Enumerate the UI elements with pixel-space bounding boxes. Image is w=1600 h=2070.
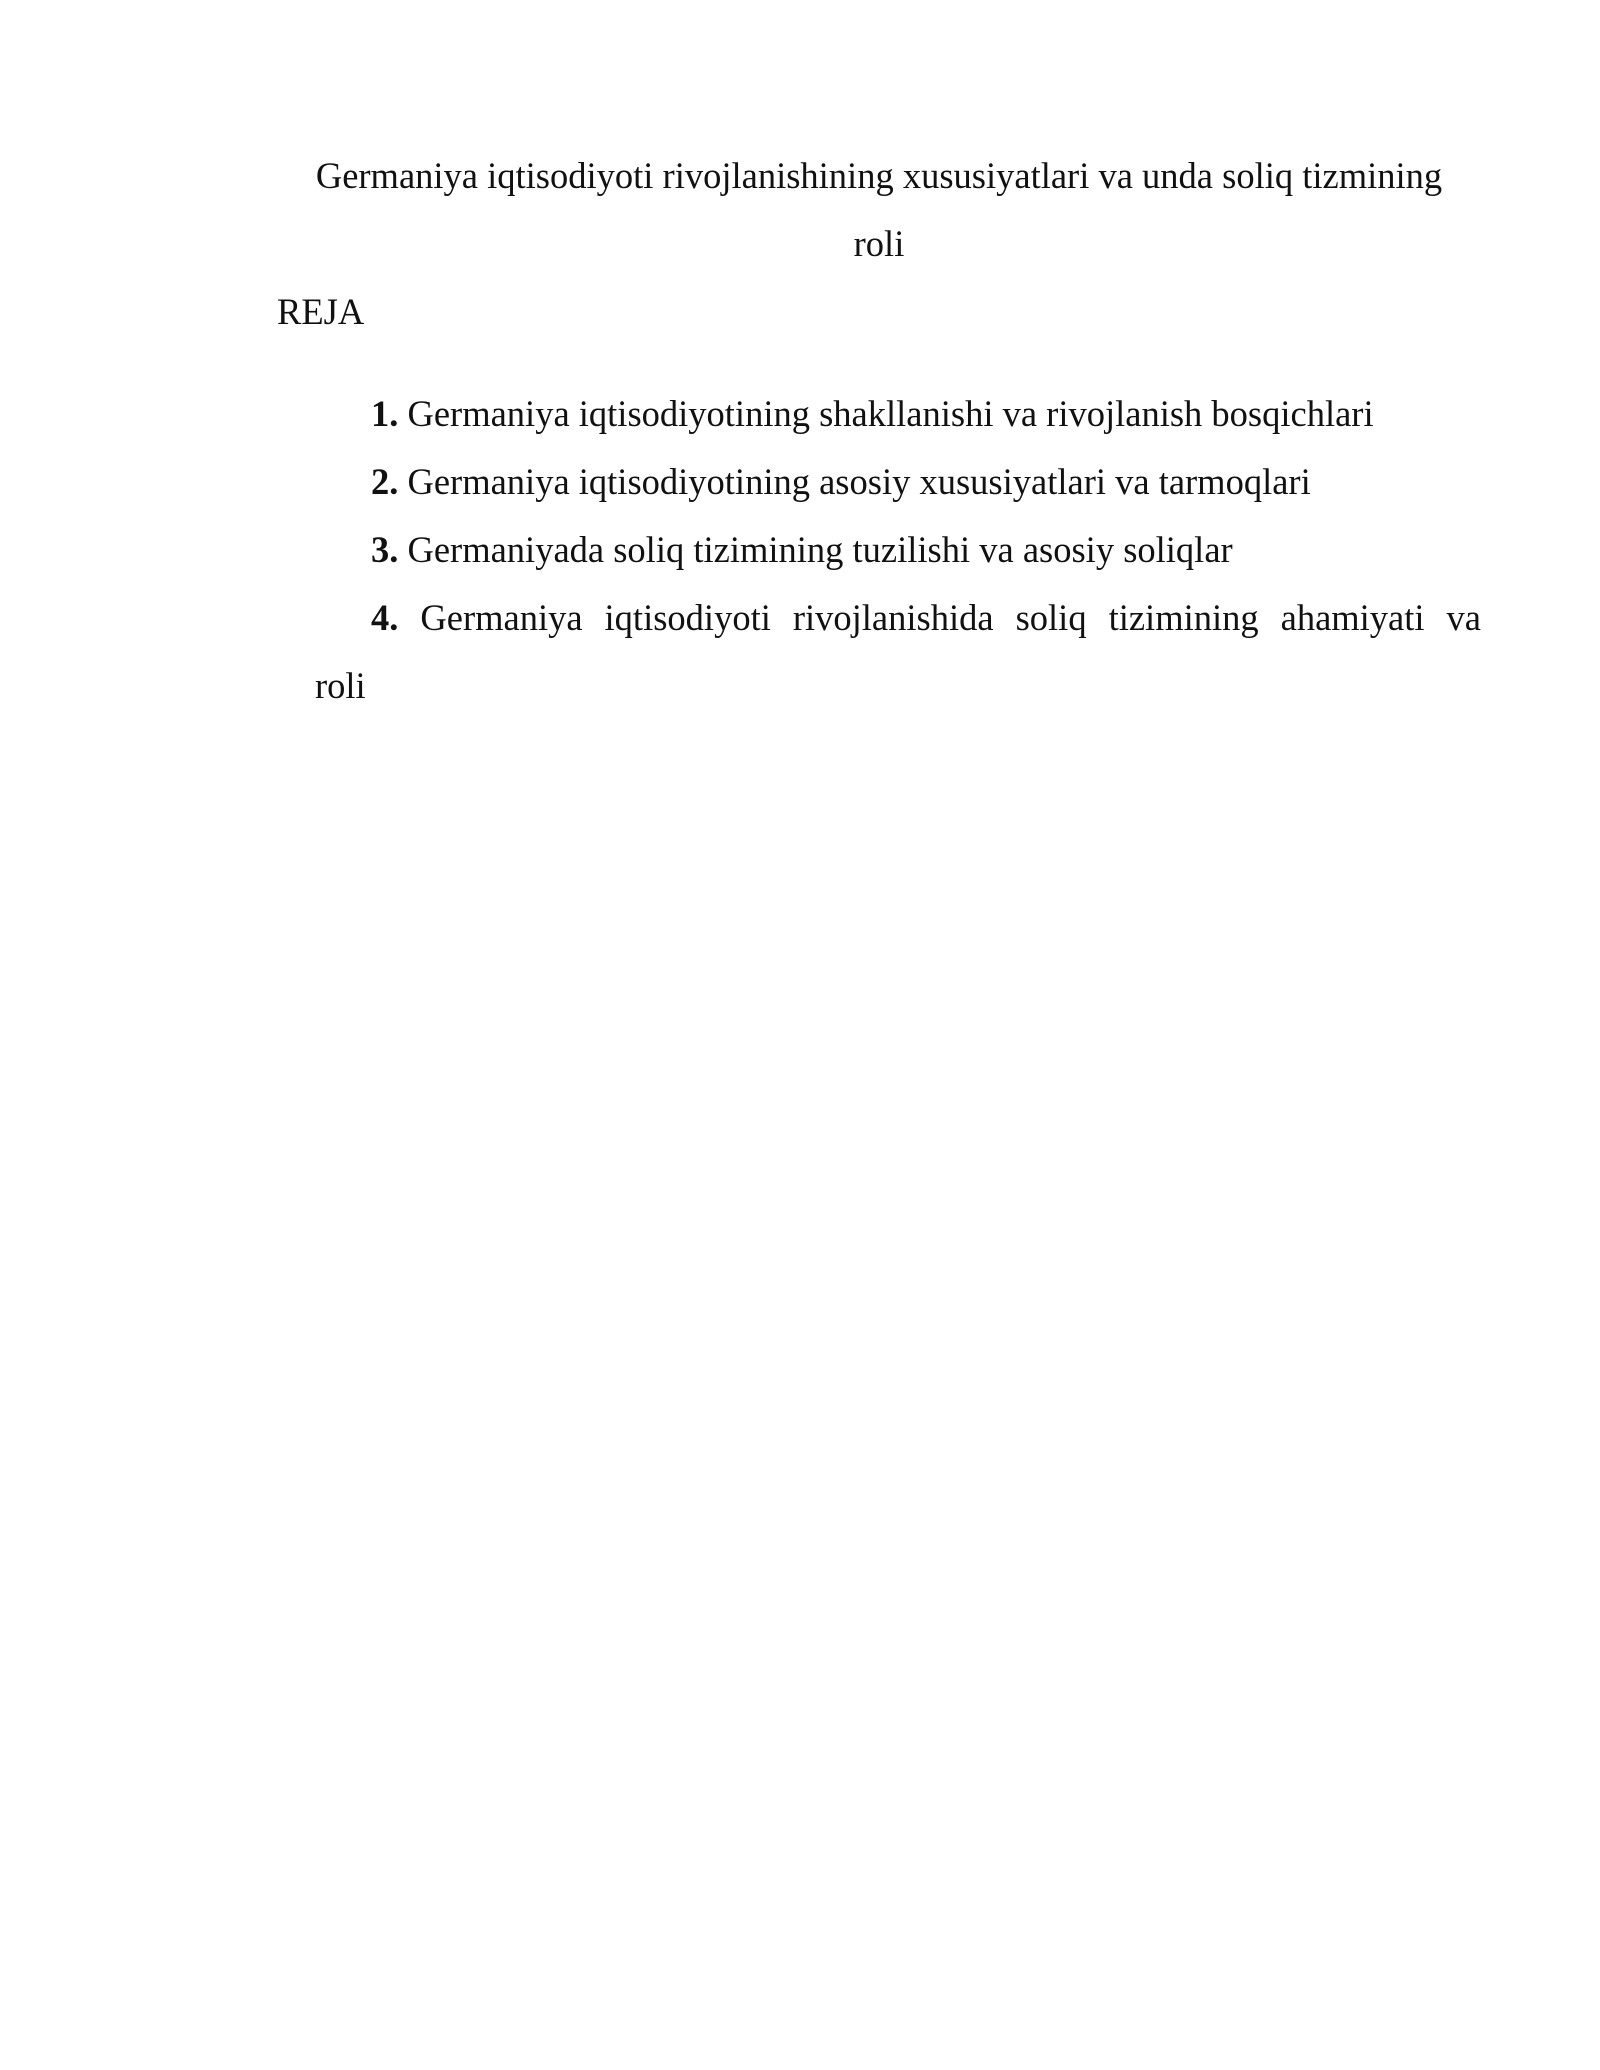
plan-item-text: Germaniya iqtisodiyotining shakllanishi va rivojlanish bosqichlari — [407, 393, 1374, 434]
plan-heading: REJA — [277, 291, 365, 332]
plan-item-2 — [277, 448, 1481, 516]
plan-item-text: Germaniyada soliq tizimining tuzilishi va asosiy soliqlar — [407, 529, 1233, 570]
plan-list — [277, 380, 1481, 720]
plan-item-4 — [277, 584, 1481, 720]
document-title-line-1: Germaniya iqtisodiyoti rivojlanishining xususiyatlari va unda soliq tizmining — [315, 155, 1443, 196]
plan-item-number: 3. — [371, 529, 399, 570]
plan-item-text: Germaniya iqtisodiyoti rivojlanishida soliq tizimining ahamiyati va — [420, 597, 1482, 638]
plan-item-number: 1. — [371, 393, 399, 434]
plan-item-3 — [277, 516, 1481, 584]
plan-item-1 — [277, 380, 1481, 448]
plan-item-number: 4. — [371, 597, 399, 638]
plan-item-text: Germaniya iqtisodiyotining asosiy xususiyatlari va tarmoqlari — [407, 461, 1311, 502]
document-title — [277, 142, 1481, 278]
plan-item-number: 2. — [371, 461, 399, 502]
plan-item-continuation: roli — [315, 665, 366, 706]
document-title-line-2: roli — [853, 223, 905, 264]
